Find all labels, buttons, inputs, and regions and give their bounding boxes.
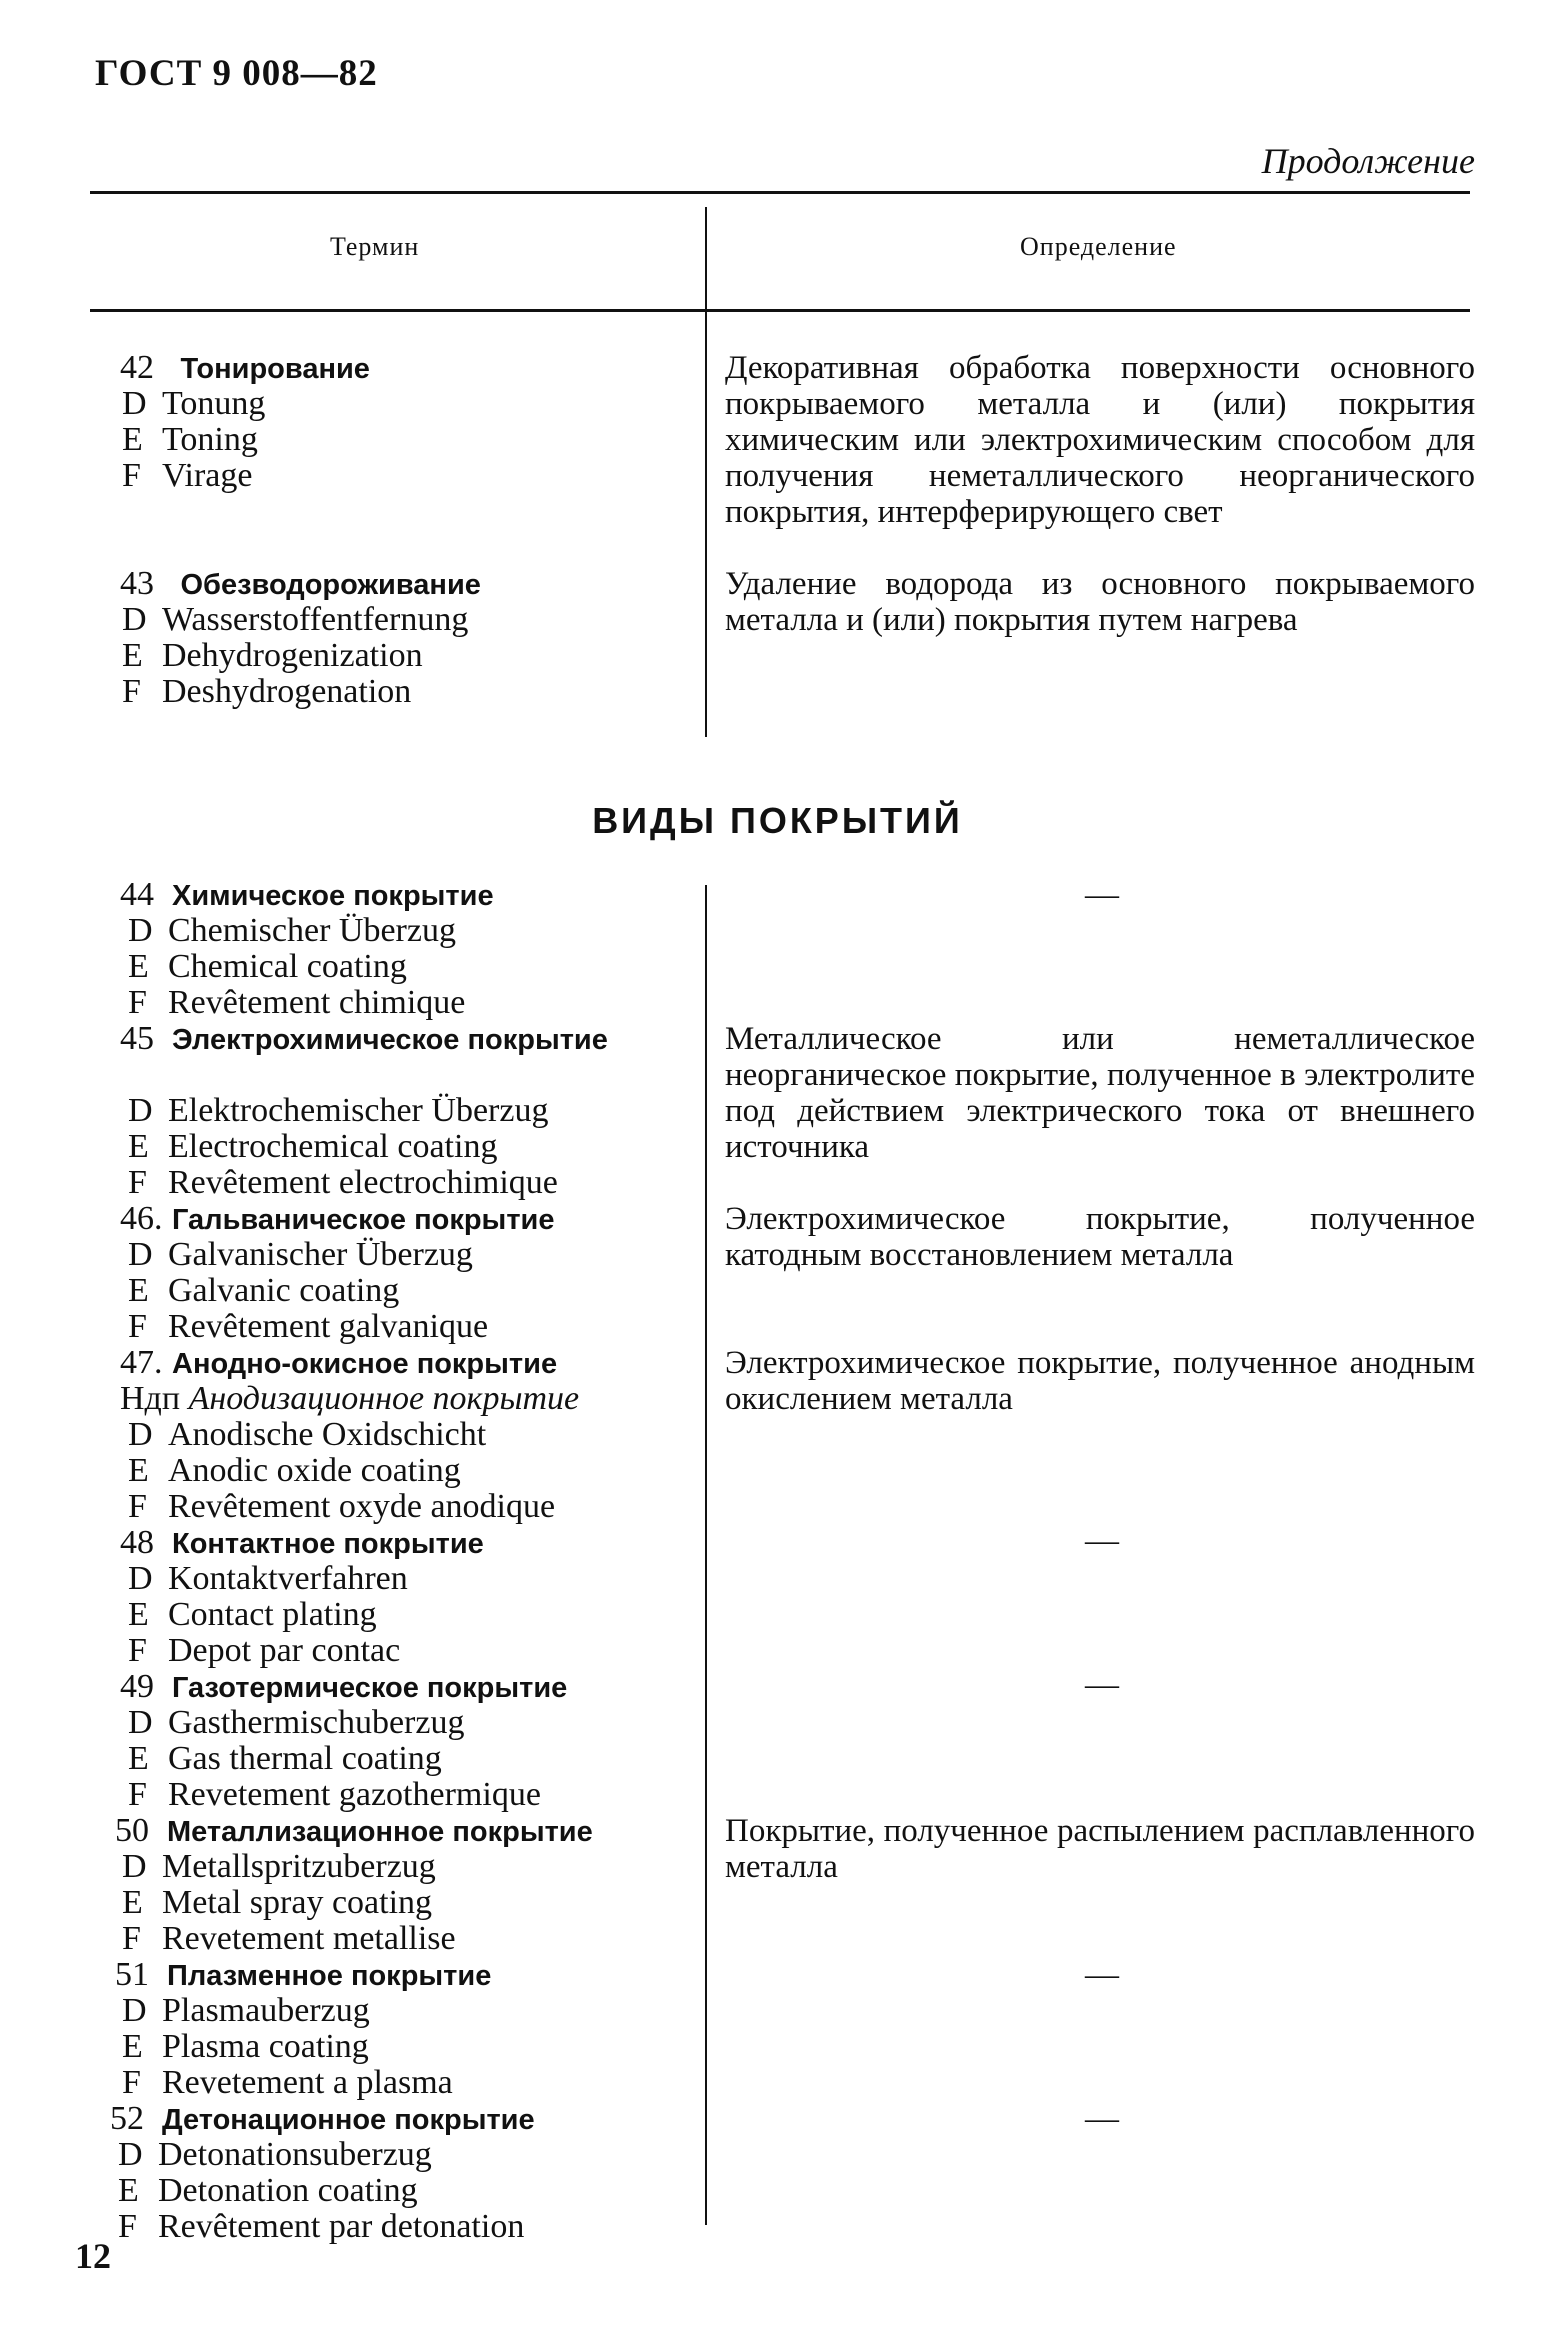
term-translation: Electrochemical coating [168, 1128, 498, 1165]
term-name: Химическое покрытие [172, 880, 494, 912]
lang-code: D [128, 912, 153, 949]
term-name: Детонационное покрытие [162, 2104, 535, 2136]
term-de [0, 386, 700, 422]
lang-code: F [122, 673, 141, 710]
term-en [0, 422, 700, 458]
table-header-rule [90, 309, 1470, 312]
lang-code: E [128, 1740, 149, 1777]
term-entry-43 [0, 566, 700, 710]
term-number: 42 [120, 349, 154, 386]
term-number: 50 [115, 1812, 149, 1849]
column-divider-bottom [705, 885, 707, 2225]
definition-48: — [1085, 1522, 1119, 1559]
term-entry-42 [0, 350, 700, 494]
lang-code: F [118, 2208, 137, 2245]
term-number: 51 [115, 1956, 149, 1993]
term-de [0, 1993, 700, 2029]
term-fr [0, 674, 700, 710]
definition-52: — [1085, 2100, 1119, 2137]
lang-code: D [122, 1992, 147, 2029]
term-de [0, 1561, 700, 1597]
term-translation: Toning [162, 421, 258, 458]
lang-code: E [118, 2172, 139, 2209]
term-en [0, 2029, 700, 2065]
term-translation: Detonation coating [158, 2172, 418, 2209]
definition-51: — [1085, 1956, 1119, 1993]
lang-code: D [128, 1236, 153, 1273]
term-name: Плазменное покрытие [167, 1960, 492, 1992]
lang-code: E [128, 1272, 149, 1309]
term-translation: Revetement metallise [162, 1920, 456, 1957]
term-translation: Metal spray coating [162, 1884, 433, 1921]
lang-code: E [128, 948, 149, 985]
term-en [0, 1885, 700, 1921]
definition-47: Электрохимическое покрытие, полученное анодным окислением металла [725, 1345, 1475, 1417]
lang-code: E [122, 2028, 143, 2065]
term-name: Анодно-окисное покрытие [172, 1348, 558, 1380]
lang-code: F [122, 457, 141, 494]
term-fr [0, 1309, 700, 1345]
term-de [0, 602, 700, 638]
term-de [0, 1417, 700, 1453]
term-translation: Revêtement galvanique [168, 1308, 489, 1345]
continuation-label: Продолжение [1261, 141, 1475, 181]
term-number: 47. [120, 1344, 163, 1381]
term-name: Контактное покрытие [172, 1528, 484, 1560]
table-top-rule [90, 191, 1470, 194]
lang-code: D [128, 1092, 153, 1129]
term-translation: Revêtement chimique [168, 984, 466, 1021]
term-title-row-45 [0, 1021, 680, 1093]
lang-code: F [128, 1632, 147, 1669]
lang-code: E [128, 1128, 149, 1165]
term-en [0, 949, 700, 985]
term-translation: Chemical coating [168, 948, 407, 985]
term-de [0, 1705, 700, 1741]
lang-code: D [128, 1560, 153, 1597]
term-title-row [0, 350, 700, 386]
lang-code: F [128, 984, 147, 1021]
term-fr [0, 1633, 700, 1669]
term-number: 43 [120, 565, 154, 602]
term-translation: Anodic oxide coating [168, 1452, 461, 1489]
lang-code: E [122, 1884, 143, 1921]
term-fr [0, 1165, 700, 1201]
lang-code: D [118, 2136, 143, 2173]
term-translation: Wasserstoffentfernung [162, 601, 469, 638]
term-number: 46. [120, 1200, 163, 1237]
lang-code: E [122, 421, 143, 458]
term-name: Гальваническое покрытие [172, 1204, 555, 1236]
ndp-term: Анодизационное покрытие [188, 1380, 580, 1417]
definition-42: Декоративная обработка поверхности основного покрываемого металла и (или) покрытия химическим или электрохимическим способом для получения неметаллического неорганического покрытия, интерферирующего свет [725, 350, 1475, 530]
definition-46: Электрохимическое покрытие, полученное катодным восстановлением металла [725, 1201, 1475, 1273]
lang-code: D [122, 1848, 147, 1885]
term-number: 44 [120, 876, 154, 913]
term-translation: Gasthermischuberzug [168, 1704, 465, 1741]
term-fr [0, 2065, 700, 2101]
term-fr [0, 1921, 700, 1957]
term-translation: Detonationsuberzug [158, 2136, 432, 2173]
term-name: Металлизационное покрытие [167, 1816, 593, 1848]
term-translation: Deshydrogenation [162, 673, 412, 710]
term-translation: Revêtement par detonation [158, 2208, 525, 2245]
lang-code: D [122, 601, 147, 638]
lang-code: F [128, 1164, 147, 1201]
definition-45: Металлическое или неметаллическое неорганическое покрытие, полученное в электролите под действием электрического тока от внешнего источника [725, 1021, 1475, 1165]
term-translation: Anodische Oxidschicht [168, 1416, 487, 1453]
term-de [0, 1093, 700, 1129]
lang-code: E [122, 637, 143, 674]
term-de [0, 913, 700, 949]
term-en [0, 638, 700, 674]
term-number: 49 [120, 1668, 154, 1705]
term-number: 45 [120, 1020, 154, 1057]
term-translation: Chemischer Überzug [168, 912, 456, 949]
lang-code: E [128, 1596, 149, 1633]
term-translation: Galvanic coating [168, 1272, 400, 1309]
lang-code: D [122, 385, 147, 422]
term-fr [0, 1777, 700, 1813]
term-fr [0, 985, 700, 1021]
ndp-label: Ндп [120, 1380, 181, 1417]
term-translation: Gas thermal coating [168, 1740, 442, 1777]
term-title-row-47 [0, 1345, 700, 1381]
term-en [0, 1273, 700, 1309]
definition-49: — [1085, 1666, 1119, 1703]
term-en [0, 1597, 700, 1633]
term-translation: Kontaktverfahren [168, 1560, 408, 1597]
term-number: 52 [110, 2100, 144, 2137]
column-divider-top [705, 207, 707, 737]
term-en [0, 2173, 700, 2209]
term-translation: Depot par contac [168, 1632, 401, 1669]
term-translation: Virage [162, 457, 253, 494]
term-title-row-52 [0, 2101, 700, 2137]
term-translation: Elektrochemischer Überzug [168, 1092, 549, 1129]
term-en [0, 1453, 700, 1489]
page-number: 12 [75, 2236, 111, 2276]
lang-code: F [122, 1920, 141, 1957]
term-de [0, 1237, 700, 1273]
term-title-row-48 [0, 1525, 700, 1561]
term-title-row-50 [0, 1813, 700, 1849]
lang-code: F [128, 1488, 147, 1525]
term-number: 48 [120, 1524, 154, 1561]
term-title-row-44 [0, 877, 700, 913]
term-translation: Revetement gazothermique [168, 1776, 541, 1813]
terms-top [0, 350, 700, 710]
definition-43: Удаление водорода из основного покрываемого металла и (или) покрытия путем нагрева [725, 566, 1475, 638]
term-nonpreferred [0, 1381, 700, 1417]
section-title: ВИДЫ ПОКРЫТИЙ [592, 800, 963, 841]
term-translation: Metallspritzuberzug [162, 1848, 436, 1885]
standard-header: ГОСТ 9 008—82 [95, 53, 378, 94]
term-en [0, 1129, 700, 1165]
term-translation: Plasmauberzug [162, 1992, 370, 2029]
term-fr [0, 1489, 700, 1525]
term-translation: Plasma coating [162, 2028, 369, 2065]
term-name: Обезводороживание [180, 569, 481, 601]
definition-50: Покрытие, полученное распылением расплавленного металла [725, 1813, 1475, 1885]
term-title-row-49 [0, 1669, 700, 1705]
definition-44: — [1085, 876, 1119, 913]
term-title-row-46 [0, 1201, 700, 1237]
term-translation: Tonung [162, 385, 266, 422]
lang-code: E [128, 1452, 149, 1489]
lang-code: F [122, 2064, 141, 2101]
term-name: Электрохимическое покрытие [172, 1024, 608, 1056]
term-de [0, 2137, 700, 2173]
lang-code: D [128, 1416, 153, 1453]
column-header-definition: Определение [1020, 232, 1177, 261]
lang-code: F [128, 1776, 147, 1813]
term-translation: Contact plating [168, 1596, 377, 1633]
term-fr [0, 458, 700, 494]
term-de [0, 1849, 700, 1885]
term-title-row [0, 566, 700, 602]
column-header-term: Термин [330, 232, 420, 261]
term-translation: Revêtement oxyde anodique [168, 1488, 556, 1525]
term-name: Газотермическое покрытие [172, 1672, 568, 1704]
terms-main [0, 877, 700, 2245]
term-title-row-51 [0, 1957, 700, 1993]
term-translation: Dehydrogenization [162, 637, 423, 674]
term-translation: Revêtement electrochimique [168, 1164, 558, 1201]
lang-code: D [128, 1704, 153, 1741]
lang-code: F [128, 1308, 147, 1345]
term-en [0, 1741, 700, 1777]
term-translation: Revetement a plasma [162, 2064, 453, 2101]
term-name: Тонирование [180, 353, 370, 385]
term-translation: Galvanischer Überzug [168, 1236, 473, 1273]
